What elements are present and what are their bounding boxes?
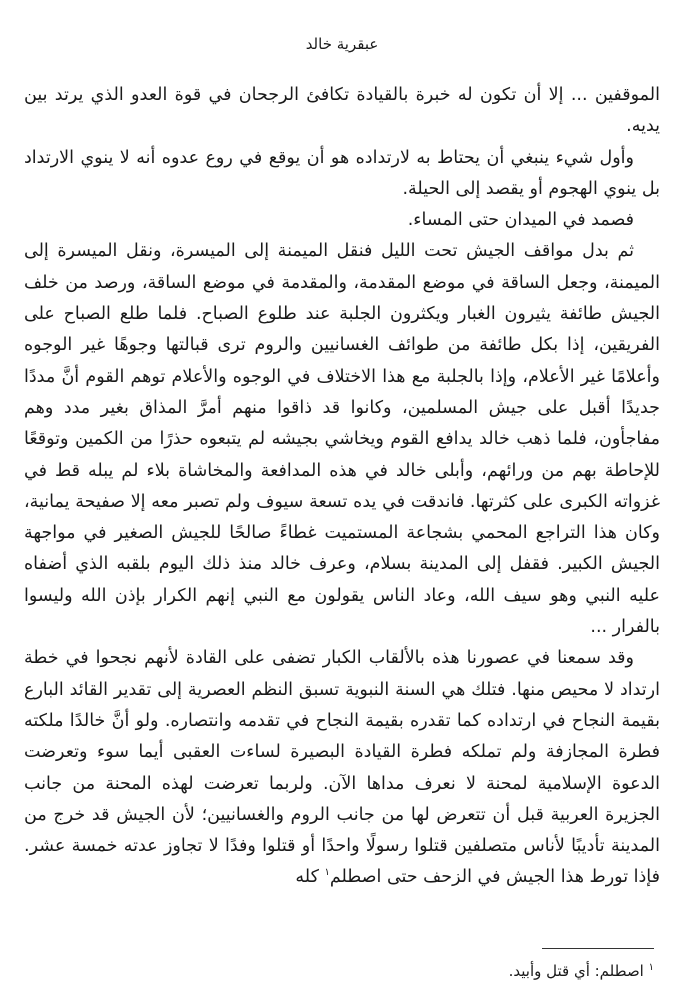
paragraph: فصمد في الميدان حتى المساء. xyxy=(407,210,634,231)
paragraph-tail: كله xyxy=(295,867,319,888)
paragraph xyxy=(24,643,660,893)
paragraph-text: وقد سمعنا في عصورنا هذه بالألقاب الكبار تضفى على القادة لأنهم نجحوا في خطة ارتداد لا محيص منها. فتلك هي السنة النبوية تسبق النظم العصرية إلى تقدير القائد البارع بقيمة النجاح في ارتداده كما تقدره بقيمة النجاح في تقدمه وانتصاره. ولو أنَّ خالدًا ملكته فطرة المجازفة ولم تملكه فطرة القيادة البصيرة لساءت العقبى أيما سوء وتعرضت الدعوة الإسلامية لمحنة لا نعرف مداها الآن. ولربما تعرضت لهذه المحنة من جانب الجزيرة العربية قبل أن تتعرض لها من جانب الروم والغسانيين؛ لأن الجيش قد خرج من المدينة تأديبًا لأناس متصلفين قتلوا رسولًا واحدًا أو قتلوا وفدًا لا تجاوز عدته خمسة عشر. فإذا تورط هذا الجيش في الزحف حتى اصطلم xyxy=(24,648,660,888)
running-title: عبقرية خالد xyxy=(305,35,379,53)
paragraph: وأول شيء ينبغي أن يحتاط به لارتداده هو أن يوقع في روع عدوه أنه لا ينوي الارتداد بل ينوي الهجوم أو يقصد إلى الحيلة. xyxy=(24,147,660,199)
body-text xyxy=(24,80,660,894)
paragraph: ثم بدل مواقف الجيش تحت الليل فنقل الميمنة إلى الميسرة، ونقل الميسرة إلى الميمنة، وجعل الساقة في موضع المقدمة، والمقدمة في موضع الساقة، ورصد من خلف الجيش طائفة يثيرون الغبار ويكثرون الجلبة عند طلوع الصباح. فلما طلع الصباح على الفريقين، إذا بكل طائفة من طوائف الغسانيين والروم ترى قبالتها وجوهًا غير الوجوه وأعلامًا غير الأعلام، وإذا بالجلبة مع هذا الاختلاف في الوجوه والأعلام توهم القوم أنَّ مددًا جديدًا أقبل على جيش المسلمين، وكانوا قد ذاقوا منهم أمرَّ المذاق بغير مدد وهم مفاجأون، فلما ذهب خالد يدافع القوم ويخاشي بجيشه لم يتبعوه حذرًا من الكمين وتوقعًا للإحاطة بهم من ورائهم، وأبلى خالد في هذه المدافعة والمخاشاة بلاء لم يبله قط في غزواته الكبرى على كثرتها. فاندقت في يده تسعة سيوف ولم تصبر معه إلا صفيحة يمانية، وكان هذا التراجع المحمي بشجاعة المستميت غطاءً صالحًا للجيش الصغير في مواجهة الجيش الكبير. فقفل إلى المدينة بسلام، وعرف خالد منذ ذلك اليوم بلقبه الذي أضفاه عليه النبي وهو سيف الله، وعاد الناس يقولون مع النبي إنهم الكرار بإذن الله وليسوا بالفرار ... xyxy=(24,241,660,638)
footnote-text: اصطلم: أي قتل وأبيد. xyxy=(508,962,644,980)
footnote-reference: ١ xyxy=(324,867,330,879)
paragraph: الموقفين ... إلا أن تكون له خبرة بالقيادة تكافئ الرجحان في قوة العدو الذي يرتد بين يديه. xyxy=(24,85,660,137)
footnote-number: ١ xyxy=(648,962,654,973)
footnote xyxy=(254,960,654,982)
footnote-divider xyxy=(542,948,654,949)
